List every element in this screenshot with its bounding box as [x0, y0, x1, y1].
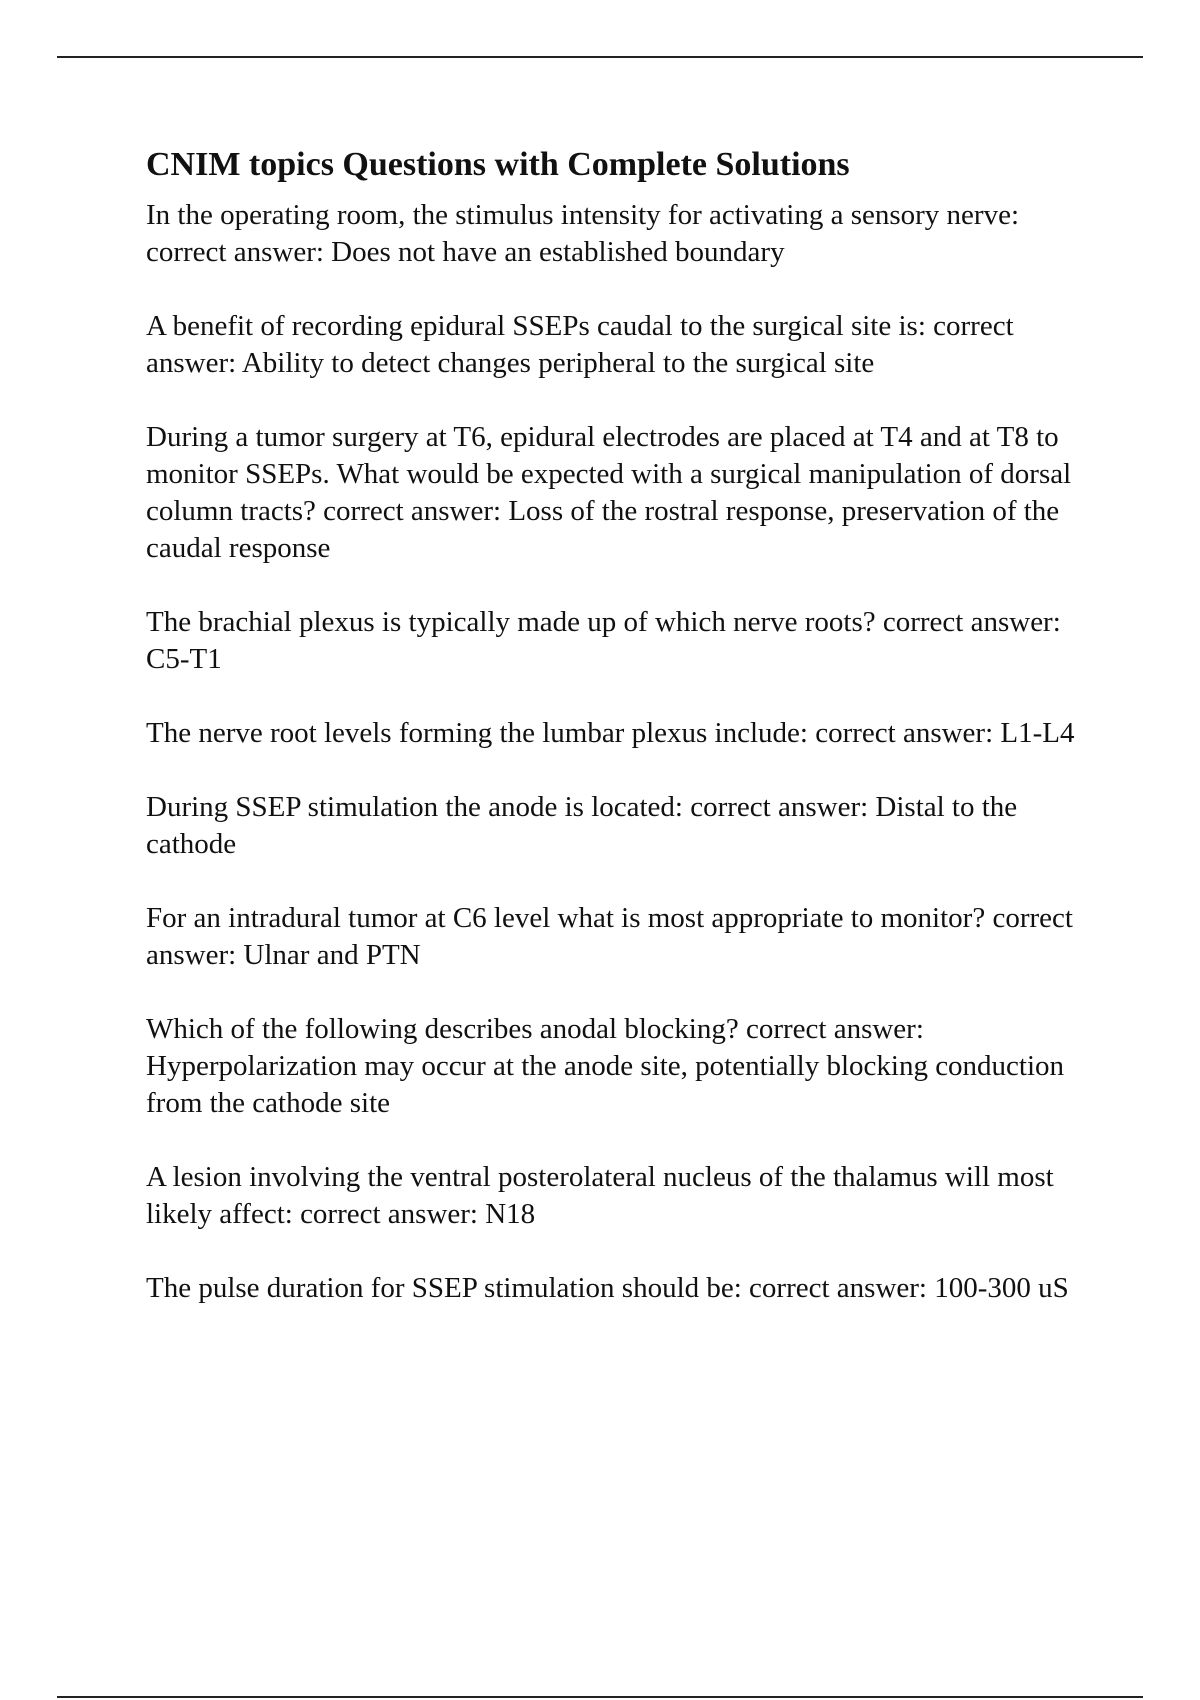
bottom-rule [57, 1696, 1143, 1698]
qa-item: The pulse duration for SSEP stimulation should be: correct answer: 100-300 uS [146, 1272, 1069, 1304]
qa-item: A benefit of recording epidural SSEPs caudal to the surgical site is: correct answer: Ability to detect changes peripheral to the surgical site [146, 310, 1014, 379]
qa-item: The brachial plexus is typically made up of which nerve roots? correct answer: C5-T1 [146, 606, 1061, 675]
document-title: CNIM topics Questions with Complete Solutions [146, 146, 850, 183]
qa-item: Which of the following describes anodal blocking? correct answer: Hyperpolarization may occur at the anode site, potentially blocking conduction from the cathode site [146, 1013, 1065, 1119]
qa-item: During SSEP stimulation the anode is located: correct answer: Distal to the cathode [146, 791, 1018, 860]
qa-item: In the operating room, the stimulus intensity for activating a sensory nerve: correct answer: Does not have an established boundary [146, 199, 1020, 268]
top-rule [57, 56, 1143, 58]
qa-item: For an intradural tumor at C6 level what is most appropriate to monitor? correct answer: Ulnar and PTN [146, 902, 1073, 971]
document-body [146, 143, 1096, 1344]
qa-list [146, 197, 1096, 1307]
qa-item: A lesion involving the ventral posterolateral nucleus of the thalamus will most likely affect: correct answer: N18 [146, 1161, 1054, 1230]
qa-item: The nerve root levels forming the lumbar plexus include: correct answer: L1-L4 [146, 717, 1075, 749]
qa-item: During a tumor surgery at T6, epidural electrodes are placed at T4 and at T8 to monitor SSEPs. What would be expected with a surgical manipulation of dorsal column tracts? correct answer: Loss of the rostral response, preservation of the caudal response [146, 421, 1072, 564]
